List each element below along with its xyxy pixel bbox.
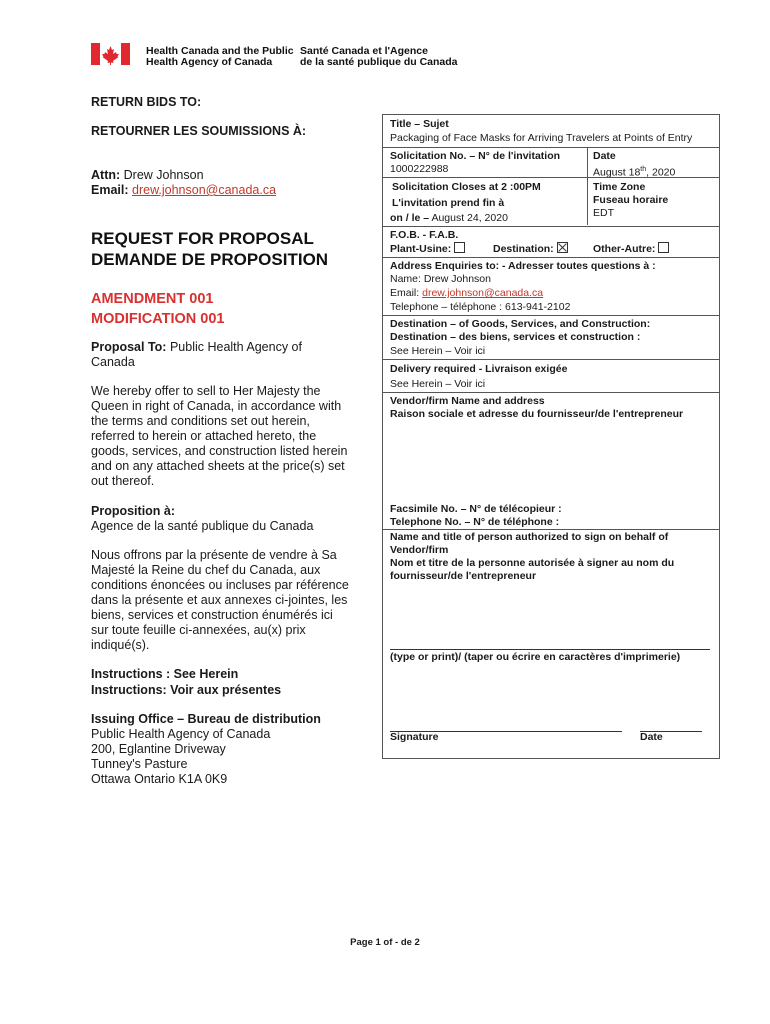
delivery-label: Delivery required - Livraison exigée bbox=[390, 363, 568, 375]
issuing-office-label: Issuing Office – Bureau de distribution bbox=[91, 712, 321, 726]
destination-goods-value: See Herein – Voir ici bbox=[390, 345, 486, 357]
destination-option bbox=[493, 242, 568, 256]
divider bbox=[382, 315, 719, 316]
email-line bbox=[91, 183, 276, 198]
proposal-to-value: Public Health Agency of Canada bbox=[91, 340, 302, 369]
issuing-office-line-3: Tunney's Pasture bbox=[91, 757, 188, 771]
timezone-label: Time Zone bbox=[593, 181, 646, 193]
title-label: Title – Sujet bbox=[390, 118, 449, 130]
destination-goods-fr: Destination – des biens, services et construction : bbox=[390, 331, 641, 343]
issuing-office-line-2: 200, Eglantine Driveway bbox=[91, 742, 226, 756]
enquiries-email bbox=[390, 287, 543, 300]
instructions-en: Instructions : See Herein bbox=[91, 667, 239, 681]
agency-fr-line-2: de la santé publique du Canada bbox=[300, 56, 458, 68]
divider bbox=[382, 257, 719, 258]
plant-usine bbox=[390, 242, 465, 256]
signature-label: Signature bbox=[390, 731, 439, 743]
destination-checkbox[interactable] bbox=[557, 242, 568, 253]
offer-text-en: We hereby offer to sell to Her Majesty the Queen in right of Canada, in accordance with the terms and conditions set out herein, referred to herein or attached hereto, the goods, services, and construction listed herein and on any attached sheets at the price(s) set out thereof. bbox=[91, 384, 348, 488]
facsimile-label: Facsimile No. – N° de télécopieur : bbox=[390, 503, 562, 515]
divider bbox=[382, 147, 719, 148]
date-day: August 18 bbox=[593, 166, 641, 179]
enquiries-email-link[interactable]: drew.johnson@canada.ca bbox=[422, 287, 544, 299]
attn-label: Attn: bbox=[91, 168, 121, 182]
agency-en-line-1: Health Canada and the Public bbox=[146, 45, 294, 57]
agency-name-en bbox=[146, 46, 294, 68]
closes-on-value: August 24, 2020 bbox=[431, 212, 508, 224]
email-label: Email: bbox=[91, 183, 129, 197]
rfp-title-fr: DEMANDE DE PROPOSITION bbox=[91, 250, 329, 269]
enquiries-name: Name: Drew Johnson bbox=[390, 273, 491, 285]
name-title-label-en: Name and title of person authorized to sign on behalf of Vendor/firm bbox=[390, 531, 669, 556]
canada-flag-logo bbox=[91, 43, 130, 65]
proposition-label: Proposition à: bbox=[91, 504, 176, 518]
proposal-to bbox=[91, 340, 331, 370]
date-signature-label: Date bbox=[640, 731, 663, 743]
issuing-office-line-1: Public Health Agency of Canada bbox=[91, 727, 271, 741]
destination-label: Destination: bbox=[493, 243, 554, 255]
agency-name-fr bbox=[300, 46, 458, 68]
other-label: Other-Autre: bbox=[593, 243, 656, 255]
page-number: Page 1 of - de 2 bbox=[350, 937, 420, 948]
divider bbox=[382, 529, 719, 530]
title-value: Packaging of Face Masks for Arriving Travelers at Points of Entry bbox=[390, 132, 693, 144]
date-sup: th bbox=[640, 166, 647, 173]
proposal-to-label: Proposal To: bbox=[91, 340, 167, 354]
divider bbox=[382, 359, 719, 360]
closes-label: Solicitation Closes at 2 :00PM bbox=[392, 181, 541, 193]
closes-on-label: on / le – bbox=[390, 212, 430, 224]
type-or-print-label: (type or print)/ (taper ou écrire en caractères d'imprimerie) bbox=[390, 651, 681, 663]
amendment-fr: MODIFICATION 001 bbox=[91, 311, 225, 327]
vendor-label-en: Vendor/firm Name and address bbox=[390, 395, 545, 407]
attn-line bbox=[91, 168, 204, 183]
plant-label: Plant-Usine: bbox=[390, 243, 452, 255]
other-option bbox=[593, 242, 669, 256]
divider bbox=[382, 177, 719, 178]
divider bbox=[382, 392, 719, 393]
destination-goods-en: Destination – of Goods, Services, and Construction: bbox=[390, 318, 651, 330]
fob-label: F.O.B. - F.A.B. bbox=[390, 229, 459, 241]
instructions-fr: Instructions: Voir aux présentes bbox=[91, 683, 282, 697]
enquiries-label: Address Enquiries to: - Adresser toutes questions à : bbox=[390, 260, 656, 272]
rfp-title-en: REQUEST FOR PROPOSAL bbox=[91, 229, 314, 248]
attn-value: Drew Johnson bbox=[123, 168, 204, 182]
email-link[interactable]: drew.johnson@canada.ca bbox=[132, 183, 277, 197]
timezone-value: EDT bbox=[593, 207, 614, 219]
solicitation-label: Solicitation No. – N° de l'invitation bbox=[390, 150, 561, 162]
name-signature-line[interactable] bbox=[390, 649, 710, 650]
proposition-value: Agence de la santé publique du Canada bbox=[91, 519, 314, 533]
vendor-label-fr: Raison sociale et adresse du fournisseur/de l'entrepreneur bbox=[390, 408, 684, 420]
offer-text-fr: Nous offrons par la présente de vendre à Sa Majesté la Reine du chef du Canada, aux conditions énoncées ou incluses par référence dans la présente et aux annexes ci-jointes, les biens, services et construction énumérés ici sur toute feuille ci-annexées, au(x) prix indiqué(s). bbox=[91, 548, 349, 652]
closes-label-fr: L'invitation prend fin à bbox=[392, 197, 505, 209]
issuing-office-line-4: Ottawa Ontario K1A 0K9 bbox=[91, 772, 228, 786]
date-year: , 2020 bbox=[646, 166, 676, 179]
divider bbox=[382, 226, 719, 227]
delivery-value: See Herein – Voir ici bbox=[390, 378, 486, 390]
enquiries-email-label: Email: bbox=[390, 287, 420, 299]
closes-on bbox=[390, 212, 508, 225]
timezone-label-fr: Fuseau horaire bbox=[593, 194, 669, 206]
divider bbox=[587, 147, 588, 225]
enquiries-telephone: Telephone – téléphone : 613-941-2102 bbox=[390, 301, 571, 313]
agency-fr-line-1: Santé Canada et l'Agence bbox=[300, 45, 428, 57]
name-title-label-fr: Nom et titre de la personne autorisée à signer au nom du fournisseur/de l'entrepreneur bbox=[390, 557, 675, 582]
other-checkbox[interactable] bbox=[658, 242, 669, 253]
return-bids-label: RETURN BIDS TO: bbox=[91, 95, 202, 109]
retourner-label: RETOURNER LES SOUMISSIONS À: bbox=[91, 124, 307, 138]
amendment-en: AMENDMENT 001 bbox=[91, 291, 214, 307]
telephone-label: Telephone No. – N° de téléphone : bbox=[390, 516, 560, 528]
agency-en-line-2: Health Agency of Canada bbox=[146, 56, 273, 68]
date-label: Date bbox=[593, 150, 616, 162]
solicitation-value: 1000222988 bbox=[390, 163, 449, 175]
plant-checkbox[interactable] bbox=[454, 242, 465, 253]
